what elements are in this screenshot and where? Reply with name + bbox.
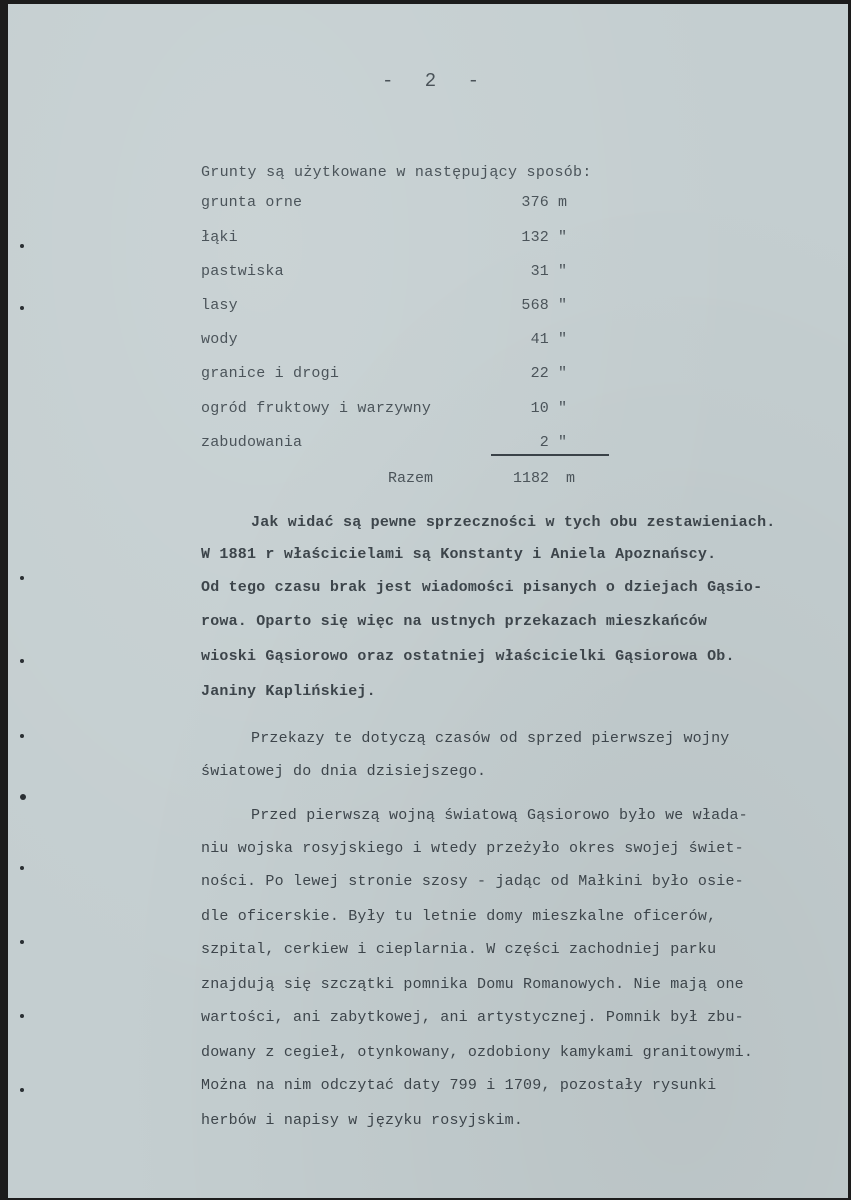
text-line: herbów i napisy w języku rosyjskim.	[201, 1112, 524, 1129]
text-line: wioski Gąsiorowo oraz ostatniej właścicielki Gąsiorowa Ob.	[201, 648, 735, 665]
margin-mark	[20, 659, 24, 663]
text-line: niu wojska rosyjskiego i wtedy przeżyło okres swojej świet-	[201, 840, 744, 857]
land-use-value: 132	[521, 229, 549, 246]
land-use-unit: m	[558, 194, 568, 211]
land-use-value: 10	[530, 400, 549, 417]
land-use-label: pastwiska	[201, 263, 284, 280]
margin-mark	[20, 306, 24, 310]
page-number: - 2 -	[382, 70, 490, 92]
text-line: znajdują się szczątki pomnika Domu Romanowych. Nie mają one	[201, 976, 744, 993]
land-use-label: zabudowania	[201, 434, 303, 451]
land-use-unit: "	[558, 400, 568, 417]
text-line: rowa. Oparto się więc na ustnych przekazach mieszkańców	[201, 613, 708, 630]
margin-mark	[20, 866, 24, 870]
margin-mark	[20, 794, 26, 800]
land-use-unit: "	[558, 263, 568, 280]
text-line: Jak widać są pewne sprzeczności w tych obu zestawieniach.	[251, 514, 776, 531]
land-use-label: grunta orne	[201, 194, 303, 211]
land-use-unit: "	[558, 229, 568, 246]
text-line: wartości, ani zabytkowej, ani artystycznej. Pomnik był zbu-	[201, 1009, 744, 1026]
margin-mark	[20, 940, 24, 944]
text-line: W 1881 r właścicielami są Konstanty i Aniela Apoznańscy.	[201, 546, 717, 563]
land-use-label: lasy	[201, 297, 238, 314]
text-line: Można na nim odczytać daty 799 i 1709, pozostały rysunki	[201, 1077, 717, 1094]
land-use-unit: "	[558, 434, 568, 451]
total-value: 1182	[512, 470, 549, 487]
text-line: Od tego czasu brak jest wiadomości pisanych o dziejach Gąsio-	[201, 579, 763, 596]
text-line: Janiny Kaplińskiej.	[201, 683, 376, 700]
land-use-unit: "	[558, 365, 568, 382]
margin-mark	[20, 576, 24, 580]
text-line: Przed pierwszą wojną światową Gąsiorowo było we włada-	[251, 807, 748, 824]
text-line: światowej do dnia dzisiejszego.	[201, 763, 487, 780]
land-use-value: 41	[530, 331, 549, 348]
text-line: szpital, cerkiew i cieplarnia. W części zachodniej parku	[201, 941, 717, 958]
margin-mark	[20, 734, 24, 738]
land-use-label: łąki	[201, 229, 238, 246]
margin-mark	[20, 1088, 24, 1092]
total-label: Razem	[388, 470, 434, 487]
land-use-value: 22	[530, 365, 549, 382]
land-use-unit: "	[558, 331, 568, 348]
margin-mark	[20, 1014, 24, 1018]
text-line: Przekazy te dotyczą czasów od sprzed pierwszej wojny	[251, 730, 730, 747]
land-use-value: 2	[539, 434, 549, 451]
land-use-label: wody	[201, 331, 238, 348]
total-unit: m	[566, 470, 576, 487]
land-use-intro: Grunty są użytkowane w następujący sposób:	[201, 164, 592, 181]
land-use-unit: "	[558, 297, 568, 314]
land-use-label: ogród fruktowy i warzywny	[201, 400, 432, 417]
document-page	[8, 4, 848, 1198]
land-use-value: 568	[521, 297, 549, 314]
land-use-value: 31	[530, 263, 549, 280]
land-use-value: 376	[521, 194, 549, 211]
text-line: dowany z cegieł, otynkowany, ozdobiony kamykami granitowymi.	[201, 1044, 754, 1061]
margin-mark	[20, 244, 24, 248]
sum-underline	[491, 454, 609, 456]
text-line: ności. Po lewej stronie szosy - jadąc od Małkini było osie-	[201, 873, 744, 890]
text-line: dle oficerskie. Były tu letnie domy mieszkalne oficerów,	[201, 908, 717, 925]
land-use-label: granice i drogi	[201, 365, 340, 382]
